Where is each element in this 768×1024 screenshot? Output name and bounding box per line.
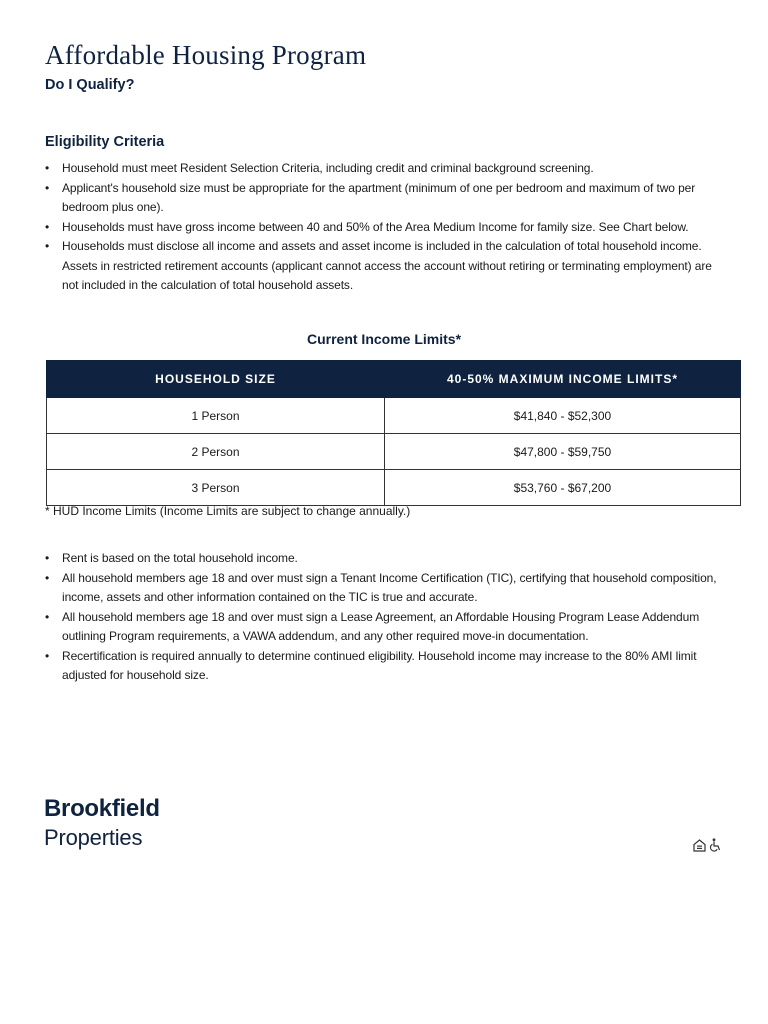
table-footnote: * HUD Income Limits (Income Limits are subject to change annually.) <box>45 504 411 518</box>
income-limit-cell: $47,800 - $59,750 <box>385 434 741 470</box>
list-item: • Household must meet Resident Selection Criteria, including credit and criminal background screening. <box>45 159 725 179</box>
income-limit-cell: $41,840 - $52,300 <box>385 398 741 434</box>
list-item: • Recertification is required annually to determine continued eligibility. Household income may increase to the 80% AMI limit adjusted for household size. <box>45 647 725 686</box>
list-item: • Rent is based on the total household income. <box>45 549 725 569</box>
table-row <box>47 470 741 506</box>
logo-line-properties: Properties <box>44 825 143 850</box>
table-row <box>47 398 741 434</box>
list-item: • All household members age 18 and over must sign a Tenant Income Certification (TIC), certifying that household composition, income, assets and other information contained on the TIC is true and accurate. <box>45 569 725 608</box>
income-limits-table <box>46 360 741 506</box>
table-row <box>47 434 741 470</box>
equal-housing-icon <box>693 839 706 852</box>
list-item: • All household members age 18 and over must sign a Lease Agreement, an Affordable Housing Program Lease Addendum outlining Program requirements, a VAWA addendum, and any other required move-in documentation. <box>45 608 725 647</box>
column-header-income-limits: 40-50% MAXIMUM INCOME LIMITS* <box>385 361 741 398</box>
household-size-cell: 1 Person <box>47 398 385 434</box>
list-item: • Applicant's household size must be appropriate for the apartment (minimum of one per bedroom and maximum of two per bedroom plus one). <box>45 179 725 218</box>
column-header-household-size: HOUSEHOLD SIZE <box>47 361 385 398</box>
table-header-row <box>47 361 741 398</box>
page-title: Affordable Housing Program <box>45 40 367 70</box>
page-subtitle: Do I Qualify? <box>45 77 135 93</box>
wheelchair-accessible-icon <box>709 838 722 852</box>
logo-line-brookfield: Brookfield <box>44 795 160 822</box>
program-notes-list <box>45 549 725 686</box>
compliance-icons <box>693 838 722 852</box>
household-size-cell: 2 Person <box>47 434 385 470</box>
household-size-cell: 3 Person <box>47 470 385 506</box>
list-item: • Households must have gross income between 40 and 50% of the Area Medium Income for family size. See Chart below. <box>45 218 725 238</box>
brookfield-properties-logo <box>44 795 160 853</box>
list-item: • Households must disclose all income and assets and asset income is included in the calculation of total household income. Assets in restricted retirement accounts (applicant cannot access the account without retiring or terminating employment) are not included in the calculation of total household assets. <box>45 237 725 296</box>
income-table-heading: Current Income Limits* <box>306 331 462 347</box>
income-limit-cell: $53,760 - $67,200 <box>385 470 741 506</box>
eligibility-heading: Eligibility Criteria <box>45 134 165 150</box>
eligibility-list <box>45 159 725 296</box>
